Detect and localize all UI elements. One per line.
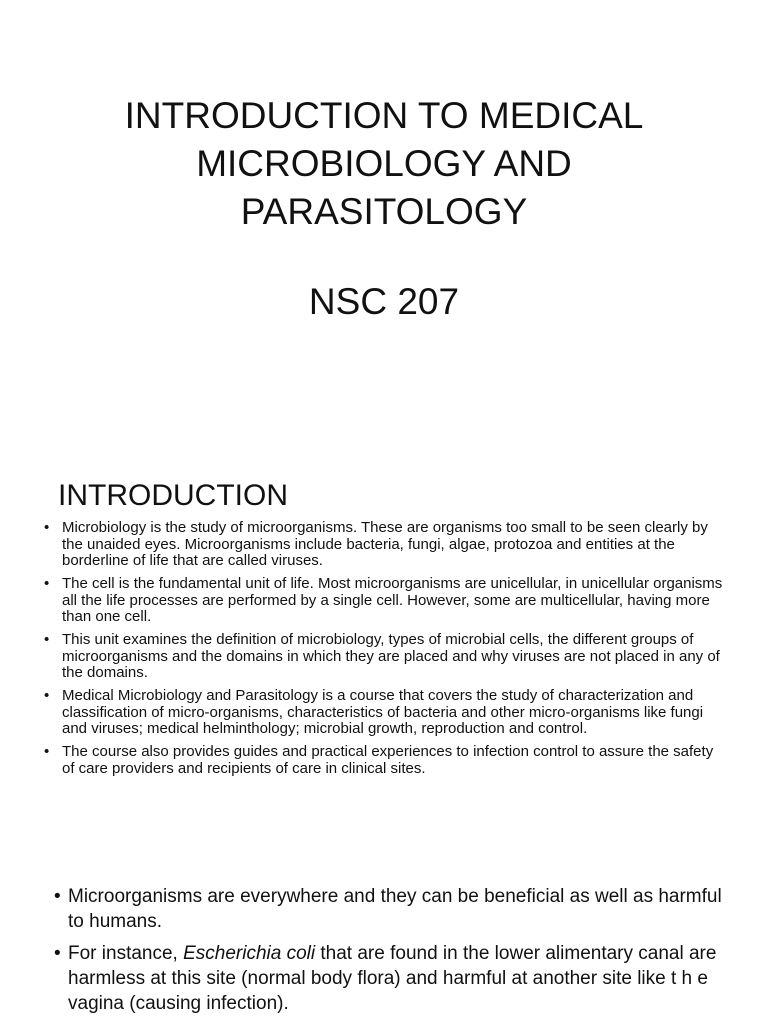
bullet-text: Medical Microbiology and Parasitology is a course that covers the study of characterization and classification of micro-organisms, characteristics of bacteria and other micro-organisms like fungi and viruses; medical helminthology; microbial growth, reproduction and control. — [62, 687, 704, 737]
species-name: Escherichia coli — [183, 943, 316, 964]
microorganisms-slide — [0, 840, 768, 1024]
bullet-icon: • — [44, 631, 50, 648]
bullet-text: The cell is the fundamental unit of life. Most microorganisms are unicellular, in unicellular organisms all the life processes are performed by a single cell. However, some are multicellular, having more than one cell. — [62, 575, 723, 625]
title-slide — [0, 0, 768, 440]
bullet-item — [34, 744, 724, 777]
bullet-item — [40, 941, 730, 1016]
bullet-item — [34, 576, 724, 626]
bullet-icon: • — [44, 743, 50, 760]
slide-title-line-1: INTRODUCTION TO MEDICAL — [124, 95, 644, 136]
bullet-text: This unit examines the definition of microbiology, types of microbial cells, the different groups of microorganisms and the domains in which they are placed and why viruses are not placed in any of the domains. — [62, 631, 720, 681]
bullet-item — [34, 520, 724, 570]
course-code: NSC 207 — [308, 281, 460, 322]
bullet-icon: • — [44, 687, 50, 704]
bullet-icon: • — [54, 886, 61, 907]
slide-title-line-3: PARASITOLOGY — [240, 191, 528, 232]
microorganisms-bullet-list — [40, 884, 730, 1023]
introduction-heading: INTRODUCTION — [58, 479, 288, 512]
slide-title-line-2: MICROBIOLOGY AND — [196, 143, 572, 184]
introduction-slide — [0, 440, 768, 840]
bullet-text: Microbiology is the study of microorganisms. These are organisms too small to be seen clearly by the unaided eyes. Microorganisms include bacteria, fungi, algae, protozoa and entities at the borderline of life that are called viruses. — [62, 519, 708, 569]
bullet-icon: • — [44, 519, 50, 536]
bullet-item — [40, 884, 730, 934]
bullet-item — [34, 688, 724, 738]
bullet-text-suffix: that are found in the lower alimentary canal are harmless at this site (normal body flora) and harmful at another site like t h e vagina (causing infection). — [68, 943, 717, 1014]
bullet-icon: • — [54, 943, 61, 964]
bullet-text-prefix: For instance, — [68, 943, 184, 964]
bullet-item — [34, 632, 724, 682]
bullet-text: Microorganisms are everywhere and they can be beneficial as well as harmful to humans. — [68, 886, 722, 932]
introduction-bullet-list — [34, 520, 724, 784]
bullet-text: The course also provides guides and practical experiences to infection control to assure the safety of care providers and recipients of care in clinical sites. — [62, 743, 714, 777]
bullet-icon: • — [44, 575, 50, 592]
